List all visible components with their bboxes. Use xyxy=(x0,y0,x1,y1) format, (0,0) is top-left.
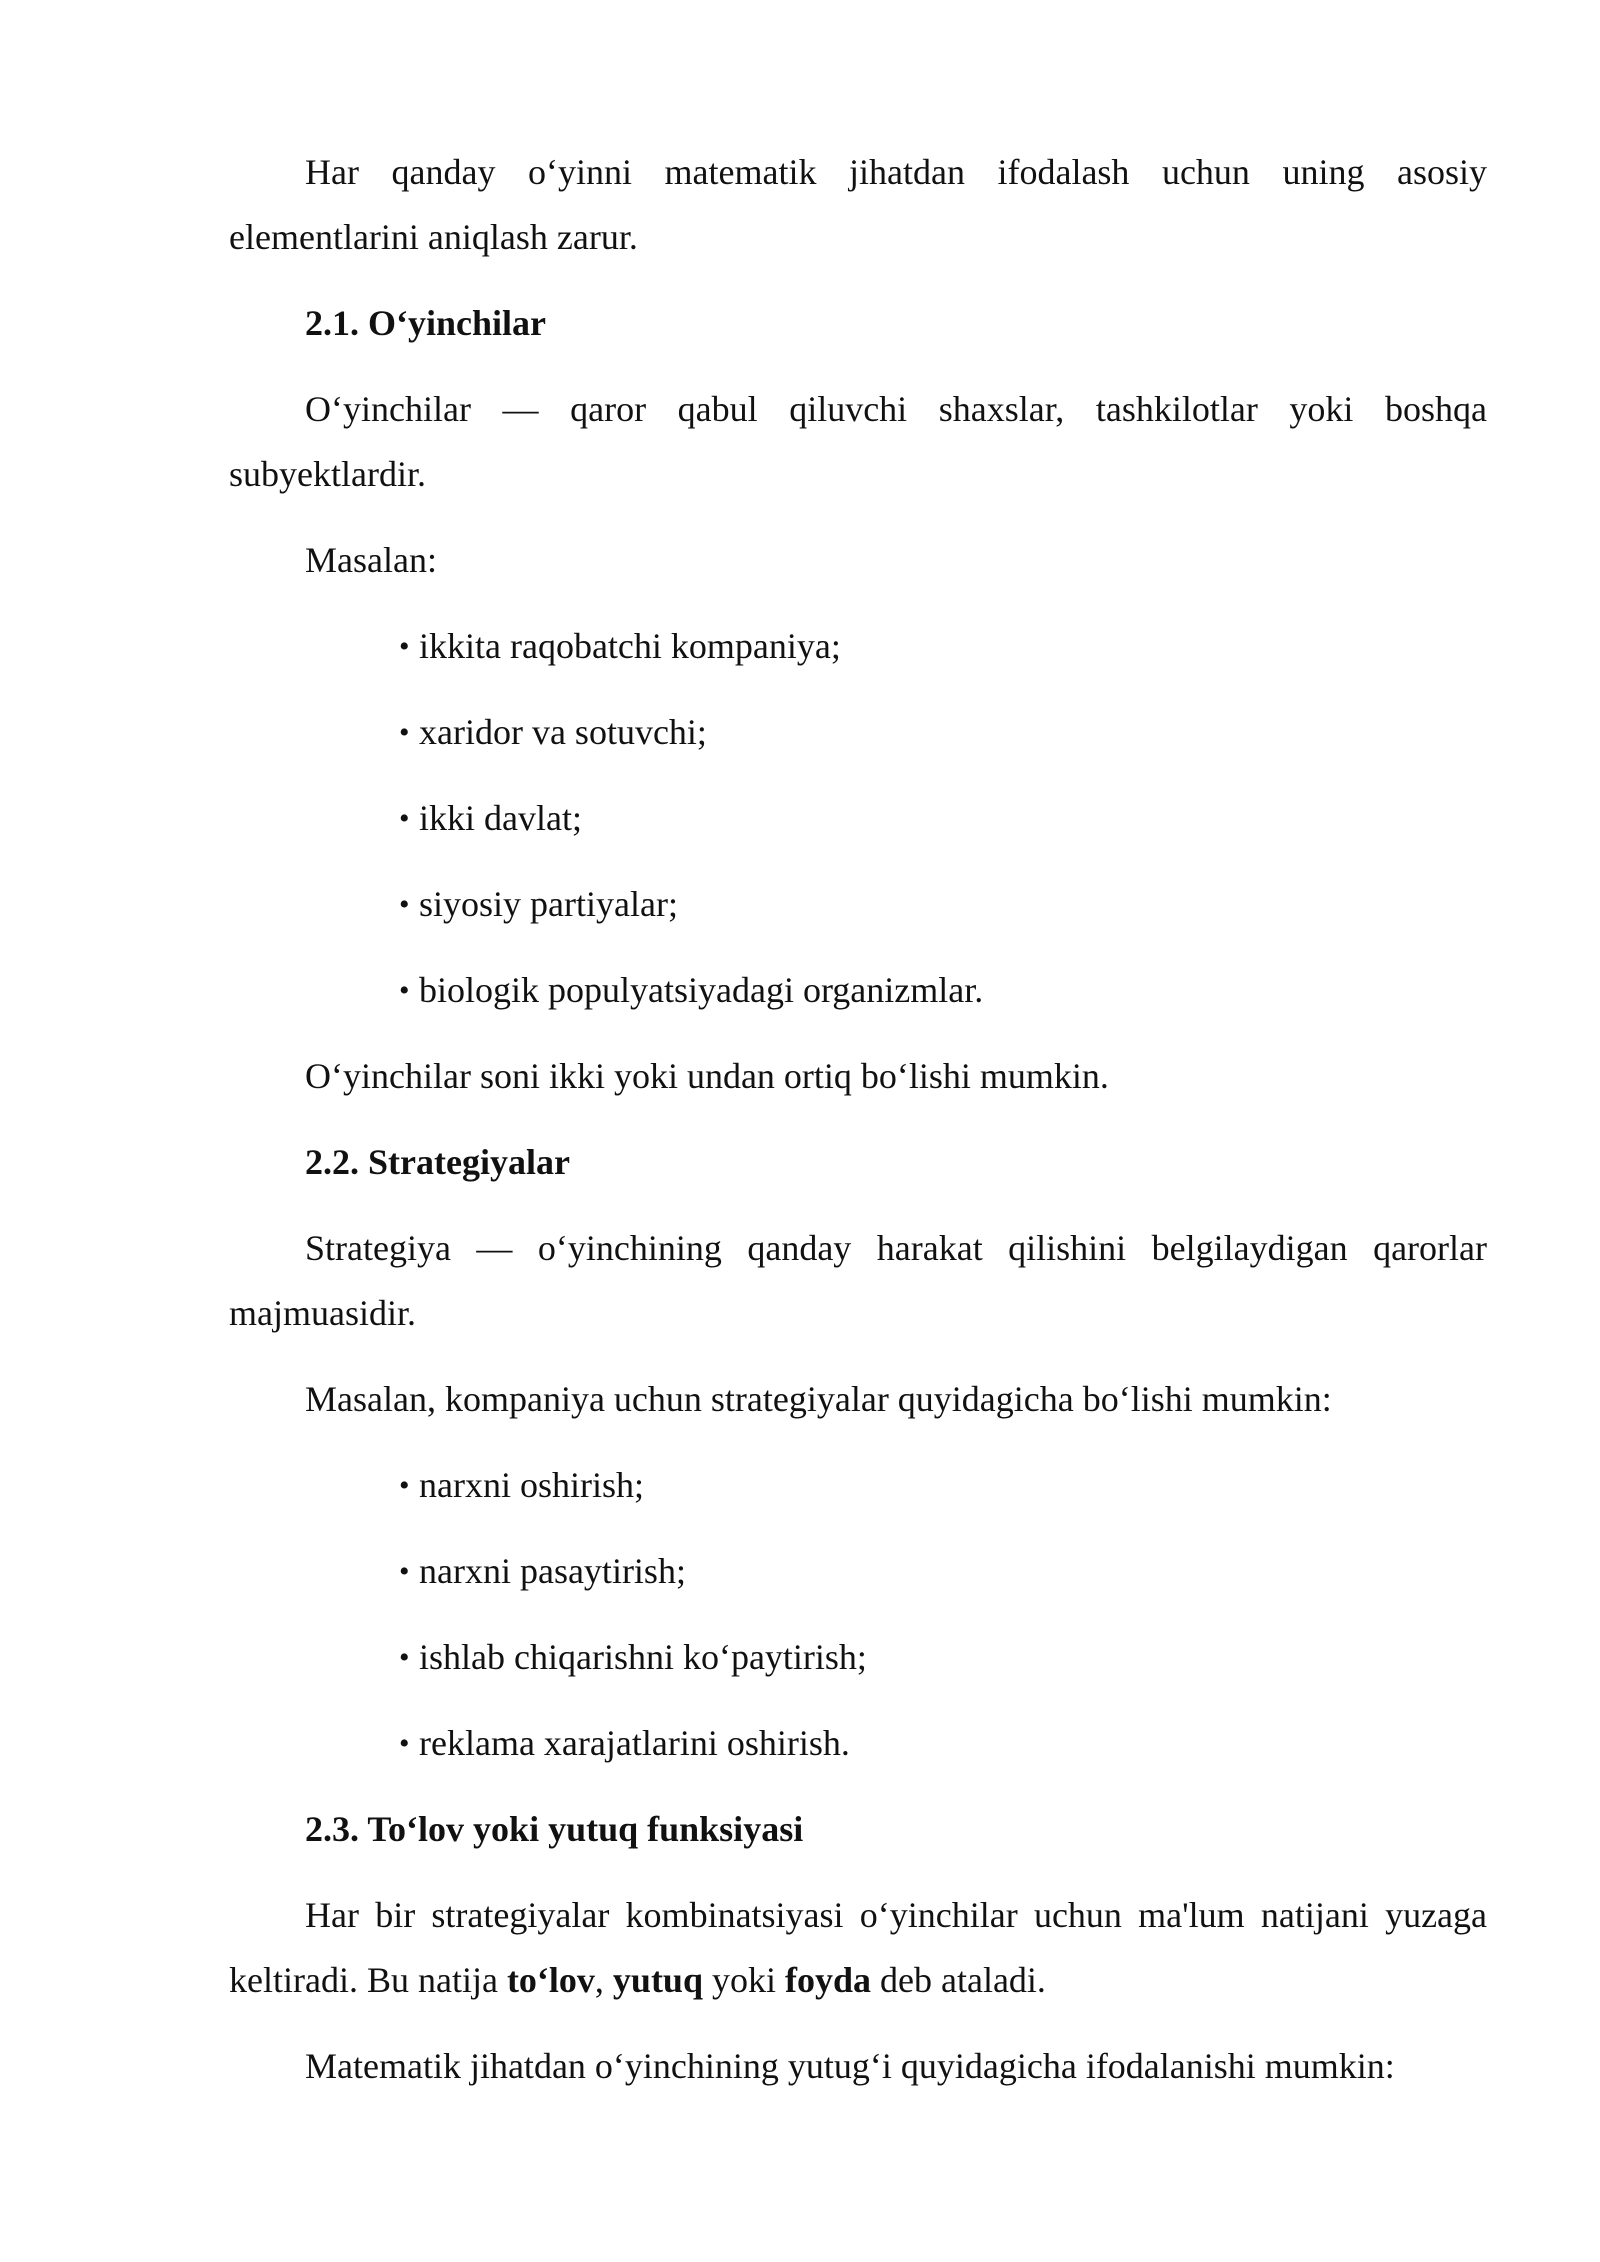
section-heading-payoff: 2.3. To‘lov yoki yutuq funksiyasi xyxy=(305,1809,804,1849)
list-item xyxy=(229,1711,1487,1776)
bullet-icon: • xyxy=(399,974,410,1007)
payoff-text-part1: Har bir strategiyalar kombinatsiyasi o‘yinchilar uchun ma'lum natijani yuzaga keltiradi. Bu natija xyxy=(229,1895,1487,2000)
strategies-example-label: Masalan, kompaniya uchun strategiyalar quyidagicha bo‘lishi mumkin: xyxy=(305,1379,1332,1419)
document-body xyxy=(229,140,1487,2120)
list-item xyxy=(229,1539,1487,1604)
list-item xyxy=(229,786,1487,851)
bullet-icon: • xyxy=(399,802,410,835)
term-profit: foyda xyxy=(785,1960,872,2000)
list-item xyxy=(229,958,1487,1023)
list-item-text: siyosiy partiyalar; xyxy=(419,884,678,924)
players-definition-paragraph: O‘yinchilar — qaror qabul qiluvchi shaxslar, tashkilotlar yoki boshqa subyektlardir. xyxy=(229,389,1487,494)
players-example-list xyxy=(229,614,1487,1023)
list-item xyxy=(229,872,1487,937)
payoff-separator-2: yoki xyxy=(702,1960,785,2000)
players-count-paragraph: O‘yinchilar soni ikki yoki undan ortiq bo‘lishi mumkin. xyxy=(305,1056,1109,1096)
list-item xyxy=(229,700,1487,765)
strategy-definition-paragraph: Strategiya — o‘yinchining qanday harakat qilishini belgilaydigan qarorlar majmuasidir. xyxy=(229,1228,1487,1333)
section-heading-players: 2.1. O‘yinchilar xyxy=(305,303,546,343)
bullet-icon: • xyxy=(399,630,410,663)
bullet-icon: • xyxy=(399,1469,410,1502)
intro-paragraph: Har qanday o‘yinni matematik jihatdan ifodalash uchun uning asosiy elementlarini aniqlash zarur. xyxy=(229,152,1487,257)
list-item-text: ikkita raqobatchi kompaniya; xyxy=(419,626,841,666)
payoff-separator-1: , xyxy=(594,1960,613,2000)
players-example-label: Masalan: xyxy=(305,540,437,580)
strategies-example-list xyxy=(229,1453,1487,1776)
list-item-text: biologik populyatsiyadagi organizmlar. xyxy=(419,970,984,1010)
list-item xyxy=(229,1625,1487,1690)
payoff-definition-paragraph xyxy=(229,1883,1487,2013)
bullet-icon: • xyxy=(399,716,410,749)
list-item-text: ikki davlat; xyxy=(419,798,582,838)
bullet-icon: • xyxy=(399,1727,410,1760)
bullet-icon: • xyxy=(399,888,410,921)
section-heading-strategies: 2.2. Strategiyalar xyxy=(305,1142,570,1182)
list-item-text: reklama xarajatlarini oshirish. xyxy=(419,1723,850,1763)
bullet-icon: • xyxy=(399,1641,410,1674)
list-item xyxy=(229,614,1487,679)
bullet-icon: • xyxy=(399,1555,410,1588)
list-item-text: xaridor va sotuvchi; xyxy=(419,712,707,752)
term-payment: to‘lov xyxy=(506,1960,595,2000)
list-item-text: narxni pasaytirish; xyxy=(419,1551,686,1591)
list-item-text: narxni oshirish; xyxy=(419,1465,644,1505)
payoff-text-part2: deb ataladi. xyxy=(871,1960,1046,2000)
list-item-text: ishlab chiqarishni ko‘paytirish; xyxy=(419,1637,867,1677)
term-gain: yutuq xyxy=(612,1960,703,2000)
math-intro-paragraph: Matematik jihatdan o‘yinchining yutug‘i quyidagicha ifodalanishi mumkin: xyxy=(305,2046,1395,2086)
list-item xyxy=(229,1453,1487,1518)
